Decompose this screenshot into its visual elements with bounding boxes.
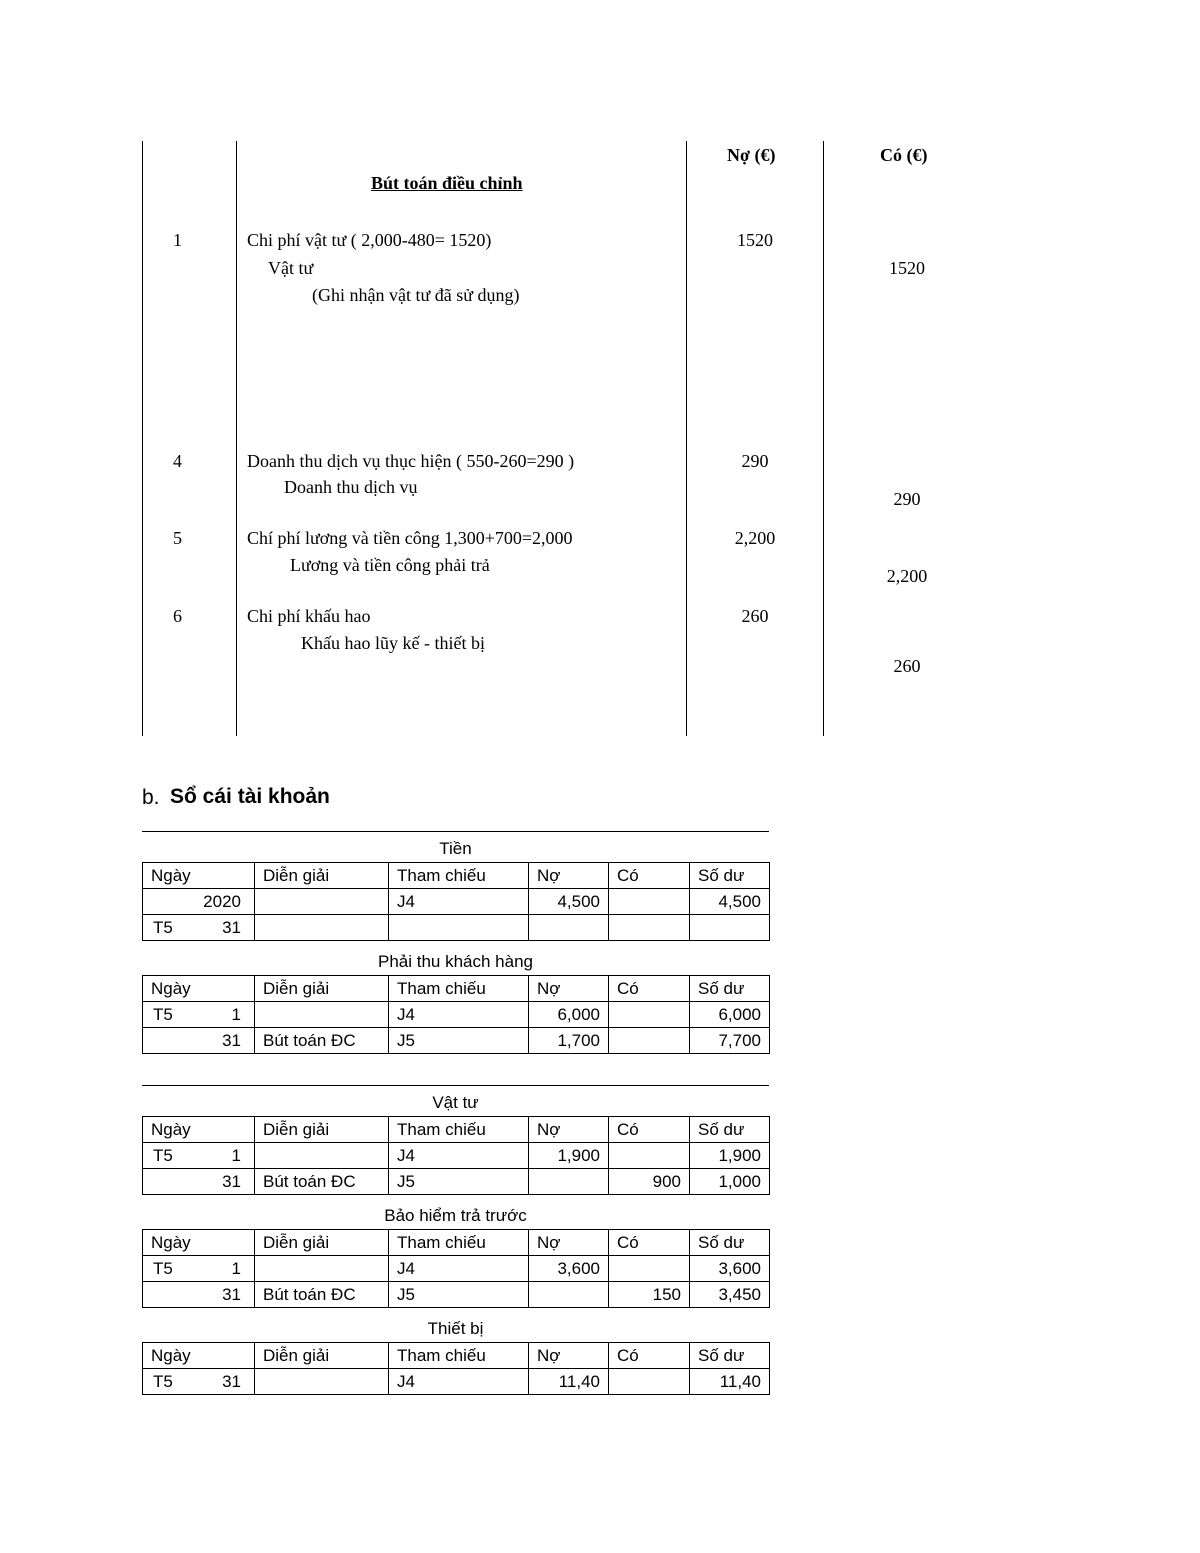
ledger-credit: [609, 1143, 690, 1169]
ledger-balance: 6,000: [690, 1002, 770, 1028]
credit-amount: 1520: [889, 258, 925, 278]
ledger-account-title: Bảo hiểm trả trước: [384, 1206, 527, 1225]
ledger-column-header: Số dư: [690, 976, 770, 1002]
ledger-row: [143, 1256, 770, 1282]
ledger-balance: 3,450: [690, 1282, 770, 1308]
entry-number: 6: [173, 606, 182, 626]
ledger-reference: J4: [389, 1256, 529, 1282]
credit-account: Doanh thu dịch vụ: [284, 477, 418, 497]
ledger-credit: 150: [609, 1282, 690, 1308]
ledger-description: [255, 1369, 389, 1395]
section-letter: b.: [142, 786, 160, 809]
ledger-credit: [609, 1369, 690, 1395]
ledger-date-cell: [143, 1028, 255, 1054]
ledger-reference: J4: [389, 1143, 529, 1169]
ledger-reference: J4: [389, 1369, 529, 1395]
ledger-date-cell: [143, 915, 255, 941]
ledger-column-header: Tham chiếu: [389, 976, 529, 1002]
ledger-day: 31: [222, 1372, 241, 1391]
ledger-reference: J5: [389, 1169, 529, 1195]
journal-col-divider: [823, 141, 824, 736]
ledger-date-cell: [143, 1169, 255, 1195]
journal-col-divider: [686, 141, 687, 736]
ledger-reference: J4: [389, 1002, 529, 1028]
ledger-account: [142, 948, 769, 1054]
debit-amount: 260: [741, 606, 769, 626]
ledger-day: 31: [222, 1285, 241, 1304]
ledger-group-rule: [142, 831, 769, 832]
ledger-description: [255, 889, 389, 915]
ledger-column-header: Có: [609, 1117, 690, 1143]
ledger-header-row: [143, 1230, 770, 1256]
ledger-day: 1: [231, 1146, 241, 1165]
debit-column-header: Nợ (€): [727, 145, 776, 165]
ledger-column-header: Ngày: [143, 1230, 255, 1256]
ledger-day: 1: [231, 1259, 241, 1278]
credit-account: Khấu hao lũy kế - thiết bị: [301, 633, 485, 653]
ledger-account: [142, 1089, 769, 1195]
ledger-account-title: Tiền: [439, 839, 472, 858]
ledger-debit: 1,700: [529, 1028, 609, 1054]
journal-title: Bút toán điều chỉnh: [371, 173, 523, 193]
ledger-credit: [609, 1002, 690, 1028]
ledger-description: [255, 915, 389, 941]
ledger-column-header: Tham chiếu: [389, 863, 529, 889]
ledger-group-rule: [142, 1085, 769, 1086]
ledger-day: 31: [222, 918, 241, 937]
ledger-table: [142, 862, 770, 941]
ledger-account-title: Thiết bị: [427, 1319, 484, 1338]
ledger-column-header: Ngày: [143, 1117, 255, 1143]
debit-account: Chi phí khấu hao: [247, 606, 371, 626]
ledger-row: [143, 1002, 770, 1028]
credit-account: Vật tư: [268, 258, 314, 278]
section-title: Sổ cái tài khoản: [170, 785, 330, 808]
ledger-header-row: [143, 863, 770, 889]
ledger-description: Bút toán ĐC: [255, 1028, 389, 1054]
ledger-date-cell: [143, 1369, 255, 1395]
ledger-balance: 3,600: [690, 1256, 770, 1282]
ledger-debit: 3,600: [529, 1256, 609, 1282]
ledger-account-title: Phải thu khách hàng: [377, 952, 533, 971]
ledger-column-header: Diễn giải: [255, 863, 389, 889]
journal-col-divider: [236, 141, 237, 736]
ledger-row: [143, 1143, 770, 1169]
ledger-balance: [690, 915, 770, 941]
ledger-column-header: Nợ: [529, 976, 609, 1002]
ledger-credit: [609, 889, 690, 915]
ledger-column-header: Số dư: [690, 1117, 770, 1143]
ledger-date-cell: [143, 1002, 255, 1028]
ledger-account: [142, 835, 769, 941]
ledger-header-row: [143, 1343, 770, 1369]
journal-col-divider: [142, 141, 143, 736]
ledger-month: T5: [153, 1005, 173, 1024]
ledger-description: [255, 1143, 389, 1169]
entry-note: (Ghi nhận vật tư đã sử dụng): [312, 285, 520, 305]
ledger-table: [142, 975, 770, 1054]
ledger-header-row: [143, 1117, 770, 1143]
ledger-description: Bút toán ĐC: [255, 1169, 389, 1195]
entry-number: 1: [173, 230, 182, 250]
debit-amount: 2,200: [734, 528, 776, 548]
credit-column-header: Có (€): [880, 145, 928, 165]
ledger-reference: J4: [389, 889, 529, 915]
ledger-balance: 4,500: [690, 889, 770, 915]
ledger-day: 31: [222, 1031, 241, 1050]
ledger-balance: 11,40: [690, 1369, 770, 1395]
ledger-debit: 11,40: [529, 1369, 609, 1395]
ledger-header-row: [143, 976, 770, 1002]
debit-amount: 1520: [737, 230, 773, 250]
debit-account: Chí phí lương và tiền công 1,300+700=2,000: [247, 528, 573, 548]
ledger-column-header: Diễn giải: [255, 1230, 389, 1256]
ledger-row: [143, 1282, 770, 1308]
ledger-date-cell: [143, 889, 255, 915]
ledger-row: [143, 1169, 770, 1195]
ledger-column-header: Số dư: [690, 1230, 770, 1256]
ledger-month: T5: [153, 1372, 173, 1391]
ledger-column-header: Nợ: [529, 1343, 609, 1369]
ledger-row: [143, 1369, 770, 1395]
ledger-debit: 1,900: [529, 1143, 609, 1169]
ledger-description: [255, 1002, 389, 1028]
ledger-debit: [529, 1169, 609, 1195]
ledger-reference: J5: [389, 1028, 529, 1054]
ledger-account-title: Vật tư: [432, 1093, 479, 1112]
credit-amount: 2,200: [886, 566, 928, 586]
ledger-debit: 4,500: [529, 889, 609, 915]
ledger-column-header: Diễn giải: [255, 976, 389, 1002]
ledger-column-header: Nợ: [529, 863, 609, 889]
ledger-day: 31: [222, 1172, 241, 1191]
ledger-column-header: Ngày: [143, 976, 255, 1002]
ledger-row: [143, 889, 770, 915]
debit-amount: 290: [741, 451, 769, 471]
ledger-day: 2020: [203, 892, 241, 911]
ledger-column-header: Tham chiếu: [389, 1343, 529, 1369]
ledger-date-cell: [143, 1256, 255, 1282]
entry-number: 4: [173, 451, 182, 471]
ledger-column-header: Có: [609, 1230, 690, 1256]
ledger-column-header: Diễn giải: [255, 1117, 389, 1143]
ledger-debit: [529, 1282, 609, 1308]
credit-account: Lương và tiền công phải trả: [290, 555, 490, 575]
ledger-description: [255, 1256, 389, 1282]
ledger-column-header: Tham chiếu: [389, 1230, 529, 1256]
ledger-table: [142, 1342, 770, 1395]
ledger-debit: [529, 915, 609, 941]
ledger-balance: 7,700: [690, 1028, 770, 1054]
credit-amount: 290: [893, 489, 921, 509]
credit-amount: 260: [893, 656, 921, 676]
ledger-credit: [609, 915, 690, 941]
ledger-description: Bút toán ĐC: [255, 1282, 389, 1308]
ledger-column-header: Tham chiếu: [389, 1117, 529, 1143]
ledger-column-header: Nợ: [529, 1230, 609, 1256]
ledger-column-header: Có: [609, 1343, 690, 1369]
ledger-month: T5: [153, 918, 173, 937]
ledger-column-header: Ngày: [143, 1343, 255, 1369]
ledger-column-header: Có: [609, 976, 690, 1002]
ledger-table: [142, 1116, 770, 1195]
ledger-row: [143, 915, 770, 941]
entry-number: 5: [173, 528, 182, 548]
ledger-balance: 1,900: [690, 1143, 770, 1169]
ledger-month: T5: [153, 1146, 173, 1165]
ledger-column-header: Có: [609, 863, 690, 889]
debit-account: Doanh thu dịch vụ thục hiện ( 550-260=290 ): [247, 451, 575, 471]
ledger-day: 1: [231, 1005, 241, 1024]
ledger-account: [142, 1315, 769, 1395]
ledger-credit: [609, 1256, 690, 1282]
ledger-column-header: Số dư: [690, 1343, 770, 1369]
ledger-debit: 6,000: [529, 1002, 609, 1028]
ledger-credit: 900: [609, 1169, 690, 1195]
ledger-credit: [609, 1028, 690, 1054]
ledger-column-header: Ngày: [143, 863, 255, 889]
ledger-reference: J5: [389, 1282, 529, 1308]
ledger-month: T5: [153, 1259, 173, 1278]
debit-account: Chi phí vật tư ( 2,000-480= 1520): [247, 230, 492, 250]
ledger-table: [142, 1229, 770, 1308]
ledger-date-cell: [143, 1143, 255, 1169]
ledger-balance: 1,000: [690, 1169, 770, 1195]
ledger-column-header: Số dư: [690, 863, 770, 889]
ledger-row: [143, 1028, 770, 1054]
ledger-column-header: Nợ: [529, 1117, 609, 1143]
ledger-reference: [389, 915, 529, 941]
ledger-account: [142, 1202, 769, 1308]
ledger-date-cell: [143, 1282, 255, 1308]
ledger-column-header: Diễn giải: [255, 1343, 389, 1369]
